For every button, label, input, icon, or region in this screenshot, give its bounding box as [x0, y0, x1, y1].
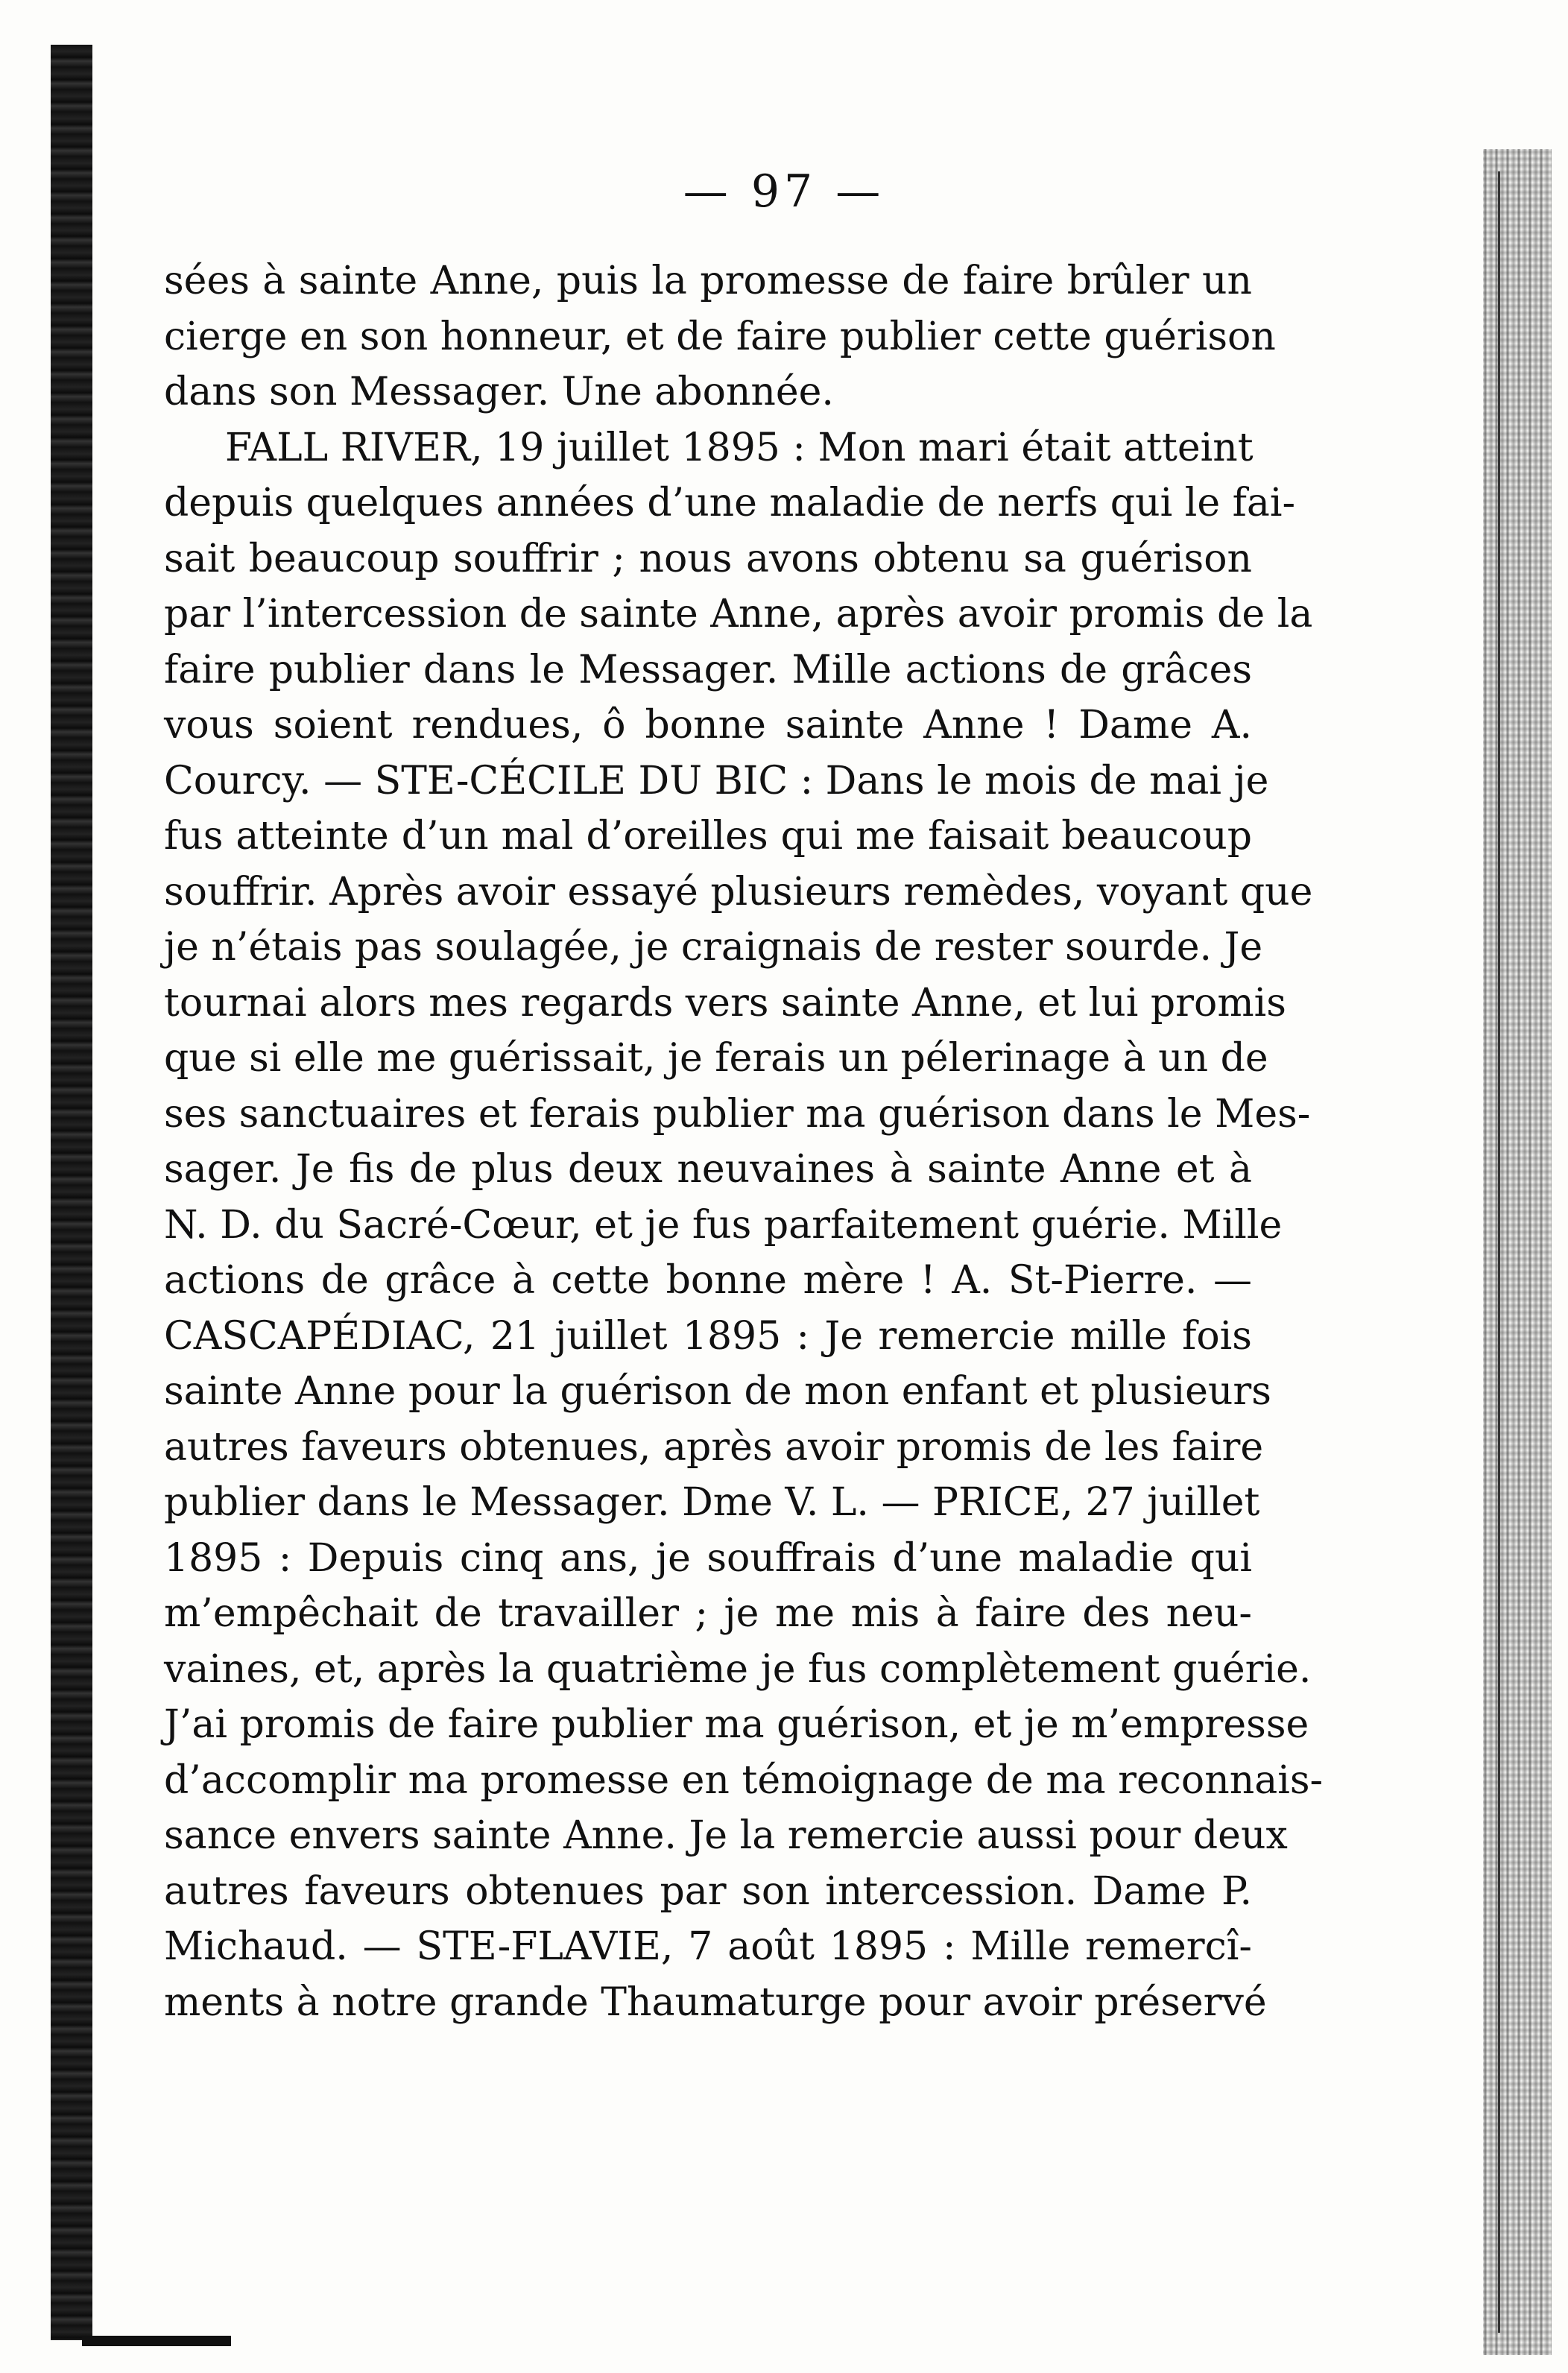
text-line: d’accomplir ma promesse en témoignage de ma reconnais-	[164, 1757, 1324, 1803]
text-line: tournai alors mes regards vers sainte Anne, et lui promis	[164, 980, 1286, 1026]
text-line: depuis quelques années d’une maladie de nerfs qui le fai-	[164, 481, 1296, 525]
text-line: sager. Je fis de plus deux neuvaines à sainte Anne et à	[164, 1147, 1252, 1192]
text-line: autres faveurs obtenues, après avoir promis de les faire	[164, 1424, 1264, 1470]
text-line: FALL RIVER, 19 juillet 1895 : Mon mari était atteint	[225, 425, 1254, 470]
text-line: que si elle me guérissait, je ferais un pélerinage à un de	[164, 1036, 1268, 1081]
text-line: vous soient rendues, ô bonne sainte Anne ! Dame A.	[164, 703, 1252, 748]
text-line: 1895 : Depuis cinq ans, je souffrais d’une maladie qui	[164, 1535, 1252, 1581]
text-line: cierge en son honneur, et de faire publier cette guérison	[164, 314, 1276, 359]
binding-shadow	[51, 45, 92, 2340]
text-line: Courcy. — STE-CÉCILE DU BIC : Dans le mois de mai je	[164, 758, 1269, 803]
text-line: fus atteinte d’un mal d’oreilles qui me faisait beaucoup	[164, 814, 1252, 859]
text-line: vaines, et, après la quatrième je fus complètement guérie.	[164, 1646, 1312, 1692]
text-line: sance envers sainte Anne. Je la remercie aussi pour deux	[164, 1813, 1288, 1858]
text-line: N. D. du Sacré-Cœur, et je fus parfaitement guérie. Mille	[164, 1202, 1283, 1248]
text-line: ses sanctuaires et ferais publier ma guérison dans le Mes-	[164, 1091, 1311, 1137]
text-line: autres faveurs obtenues par son intercession. Dame P.	[164, 1868, 1252, 1914]
text-line: actions de grâce à cette bonne mère ! A. St-Pierre. —	[164, 1258, 1252, 1303]
page-edge-line	[1498, 171, 1500, 2333]
text-line: publier dans le Messager. Dme V. L. — PRICE, 27 juillet	[164, 1480, 1260, 1525]
text-line: dans son Messager. Une abonnée.	[164, 370, 834, 414]
text-line: sées à sainte Anne, puis la promesse de faire brûler un	[164, 259, 1252, 303]
page-edge-shadow	[1483, 149, 1552, 2355]
text-line: m’empêchait de travailler ; je me mis à faire des neu-	[164, 1591, 1252, 1636]
text-line: J’ai promis de faire publier ma guérison, et je m’empresse	[164, 1702, 1309, 1747]
text-line: CASCAPÉDIAC, 21 juillet 1895 : Je remercie mille fois	[164, 1313, 1252, 1359]
body-text	[164, 253, 1324, 2030]
text-line: sait beaucoup souffrir ; nous avons obtenu sa guérison	[164, 536, 1252, 581]
text-line: souffrir. Après avoir essayé plusieurs remèdes, voyant que	[164, 869, 1313, 914]
text-line: ments à notre grande Thaumaturge pour avoir préservé	[164, 1979, 1267, 2025]
text-line: sainte Anne pour la guérison de mon enfant et plusieurs	[164, 1369, 1271, 1414]
text-line: je n’étais pas soulagée, je craignais de rester sourde. Je	[164, 925, 1263, 970]
text-line: faire publier dans le Messager. Mille actions de grâces	[164, 647, 1252, 692]
page-number: — 97 —	[683, 165, 885, 218]
binding-shadow-base	[82, 2336, 231, 2346]
text-line: Michaud. — STE-FLAVIE, 7 août 1895 : Mille remercî-	[164, 1924, 1252, 1969]
text-line: par l’intercession de sainte Anne, après avoir promis de la	[164, 592, 1313, 636]
